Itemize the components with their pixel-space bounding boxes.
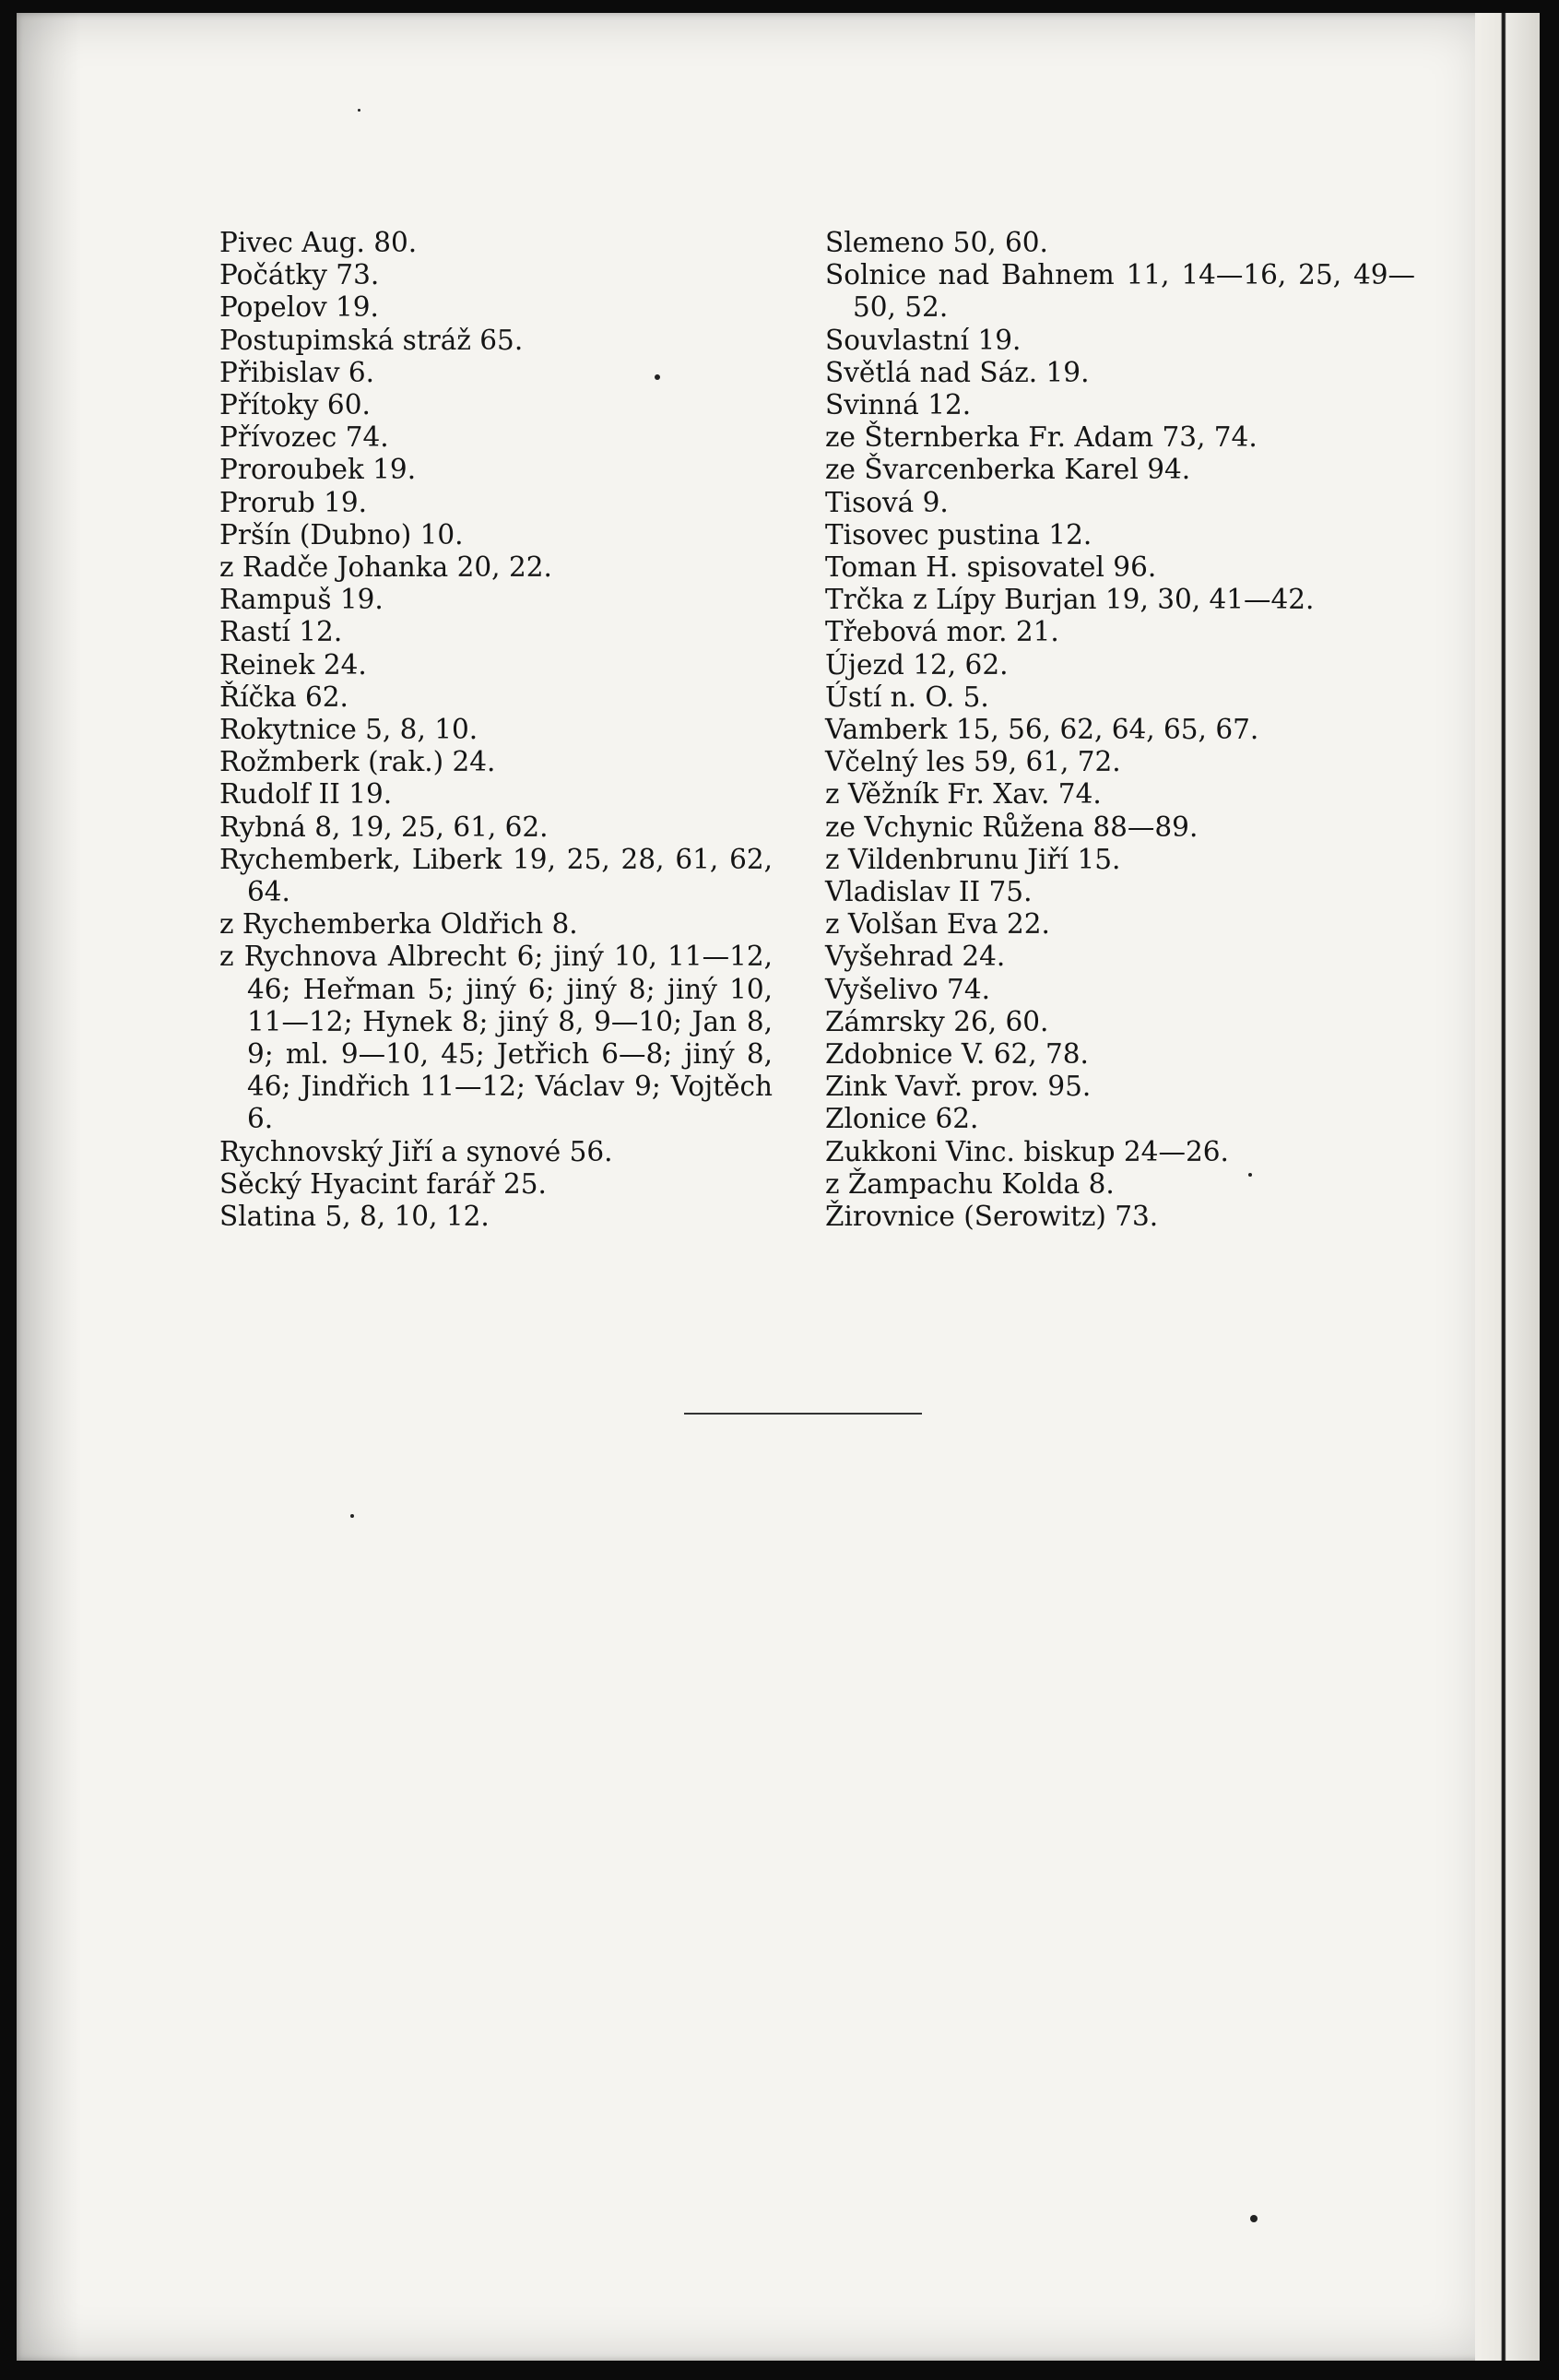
index-entry: Souvlastní 19. <box>825 324 1022 356</box>
index-entry: Vladislav II 75. <box>825 876 1033 908</box>
index-entry: Vamberk 15, 56, 62, 64, 65, 67. <box>825 714 1259 746</box>
index-entry: z Žampachu Kolda 8. <box>825 1167 1115 1200</box>
index-entry: Včelný les 59, 61, 72. <box>825 746 1121 778</box>
index-entry: Světlá nad Sáz. 19. <box>825 356 1090 388</box>
index-entry: Popelov 19. <box>219 291 379 324</box>
index-entry: Rychnovský Jiří a synové 56. <box>219 1135 613 1167</box>
index-entry: z Rychemberka Oldřich 8. <box>219 908 578 941</box>
index-entry: z Věžník Fr. Xav. 74. <box>825 778 1102 811</box>
index-entry: Počátky 73. <box>219 259 380 291</box>
page-speck <box>350 1514 354 1518</box>
index-entry: Vyšelivo 74. <box>825 973 990 1005</box>
index-entry: Přítoky 60. <box>219 389 371 421</box>
index-entry: Tisovec pustina 12. <box>825 518 1092 551</box>
page-speck <box>1250 2215 1258 2222</box>
index-entry: Sěcký Hyacint farář 25. <box>219 1167 547 1200</box>
index-entry: Zukkoni Vinc. biskup 24—26. <box>825 1135 1229 1167</box>
index-entry: Rybná 8, 19, 25, 61, 62. <box>219 811 549 843</box>
index-column-left <box>219 227 773 1233</box>
index-entry: Toman H. spisovatel 96. <box>825 551 1157 584</box>
index-entry: Zink Vavř. prov. 95. <box>825 1071 1092 1103</box>
index-entry: z Radče Johanka 20, 22. <box>219 551 552 584</box>
page-edge <box>1475 13 1540 2361</box>
index-column-right <box>825 227 1415 1233</box>
index-entry: Slatina 5, 8, 10, 12. <box>219 1201 490 1233</box>
index-entry: Újezd 12, 62. <box>825 648 1009 681</box>
index-entry: Zdobnice V. 62, 78. <box>825 1038 1089 1071</box>
index-entry: Zlonice 62. <box>825 1103 979 1135</box>
index-entry: Rožmberk (rak.) 24. <box>219 746 496 778</box>
index-entry: Prorub 19. <box>219 486 367 518</box>
index-entry: Proroubek 19. <box>219 454 417 486</box>
index-entry: Reinek 24. <box>219 648 367 681</box>
index-entry: Rampuš 19. <box>219 584 384 616</box>
index-entry: Solnice nad Bahnem 11, 14—16, 25, 49—50, 52. <box>825 259 1415 324</box>
end-rule <box>684 1413 922 1415</box>
index-entry: Říčka 62. <box>219 681 348 713</box>
index-entry: Žirovnice (Serowitz) 73. <box>825 1201 1159 1233</box>
index-entry: Svinná 12. <box>825 389 972 421</box>
index-entry: Pršín (Dubno) 10. <box>219 518 464 551</box>
index-entry: z Vildenbrunu Jiří 15. <box>825 843 1121 875</box>
index-entry: Přívozec 74. <box>219 421 389 454</box>
index-entry: Vyšehrad 24. <box>825 941 1006 973</box>
index-entry: Rudolf II 19. <box>219 778 393 811</box>
index-entry: Přibislav 6. <box>219 356 375 388</box>
index-entry: Ústí n. O. 5. <box>825 681 989 713</box>
index-entry: Slemeno 50, 60. <box>825 227 1048 258</box>
index-entry: ze Vchynic Růžena 88—89. <box>825 811 1199 843</box>
index-entry: Pivec Aug. 80. <box>219 227 418 258</box>
index-entry: Trčka z Lípy Burjan 19, 30, 41—42. <box>825 584 1315 616</box>
index-entry: ze Šternberka Fr. Adam 73, 74. <box>825 421 1258 454</box>
index-entry: Rokytnice 5, 8, 10. <box>219 714 478 746</box>
index-entry: Tisová 9. <box>825 486 949 518</box>
index-entry: Postupimská stráž 65. <box>219 324 524 356</box>
index-entry: Rastí 12. <box>219 616 343 648</box>
index-entry: z Volšan Eva 22. <box>825 908 1050 941</box>
page-speck <box>358 109 360 112</box>
index-entry: Zámrsky 26, 60. <box>825 1005 1049 1037</box>
index-entry: z Rychnova Albrecht 6; jiný 10, 11—12, 46; Heřman 5; jiný 6; jiný 8; jiný 10, 11—12; Hynek 8; jiný 8, 9—10; Jan 8, 9; ml. 9—10, 45; Jetřich 6—8; jiný 8, 46; Jindřich 11—12; Václav 9; Vojtěch 6. <box>219 941 773 1135</box>
index-entry: Třebová mor. 21. <box>825 616 1059 648</box>
index-entry: Rychemberk, Liberk 19, 25, 28, 61, 62, 64. <box>219 843 773 908</box>
index-entry: ze Švarcenberka Karel 94. <box>825 454 1191 486</box>
